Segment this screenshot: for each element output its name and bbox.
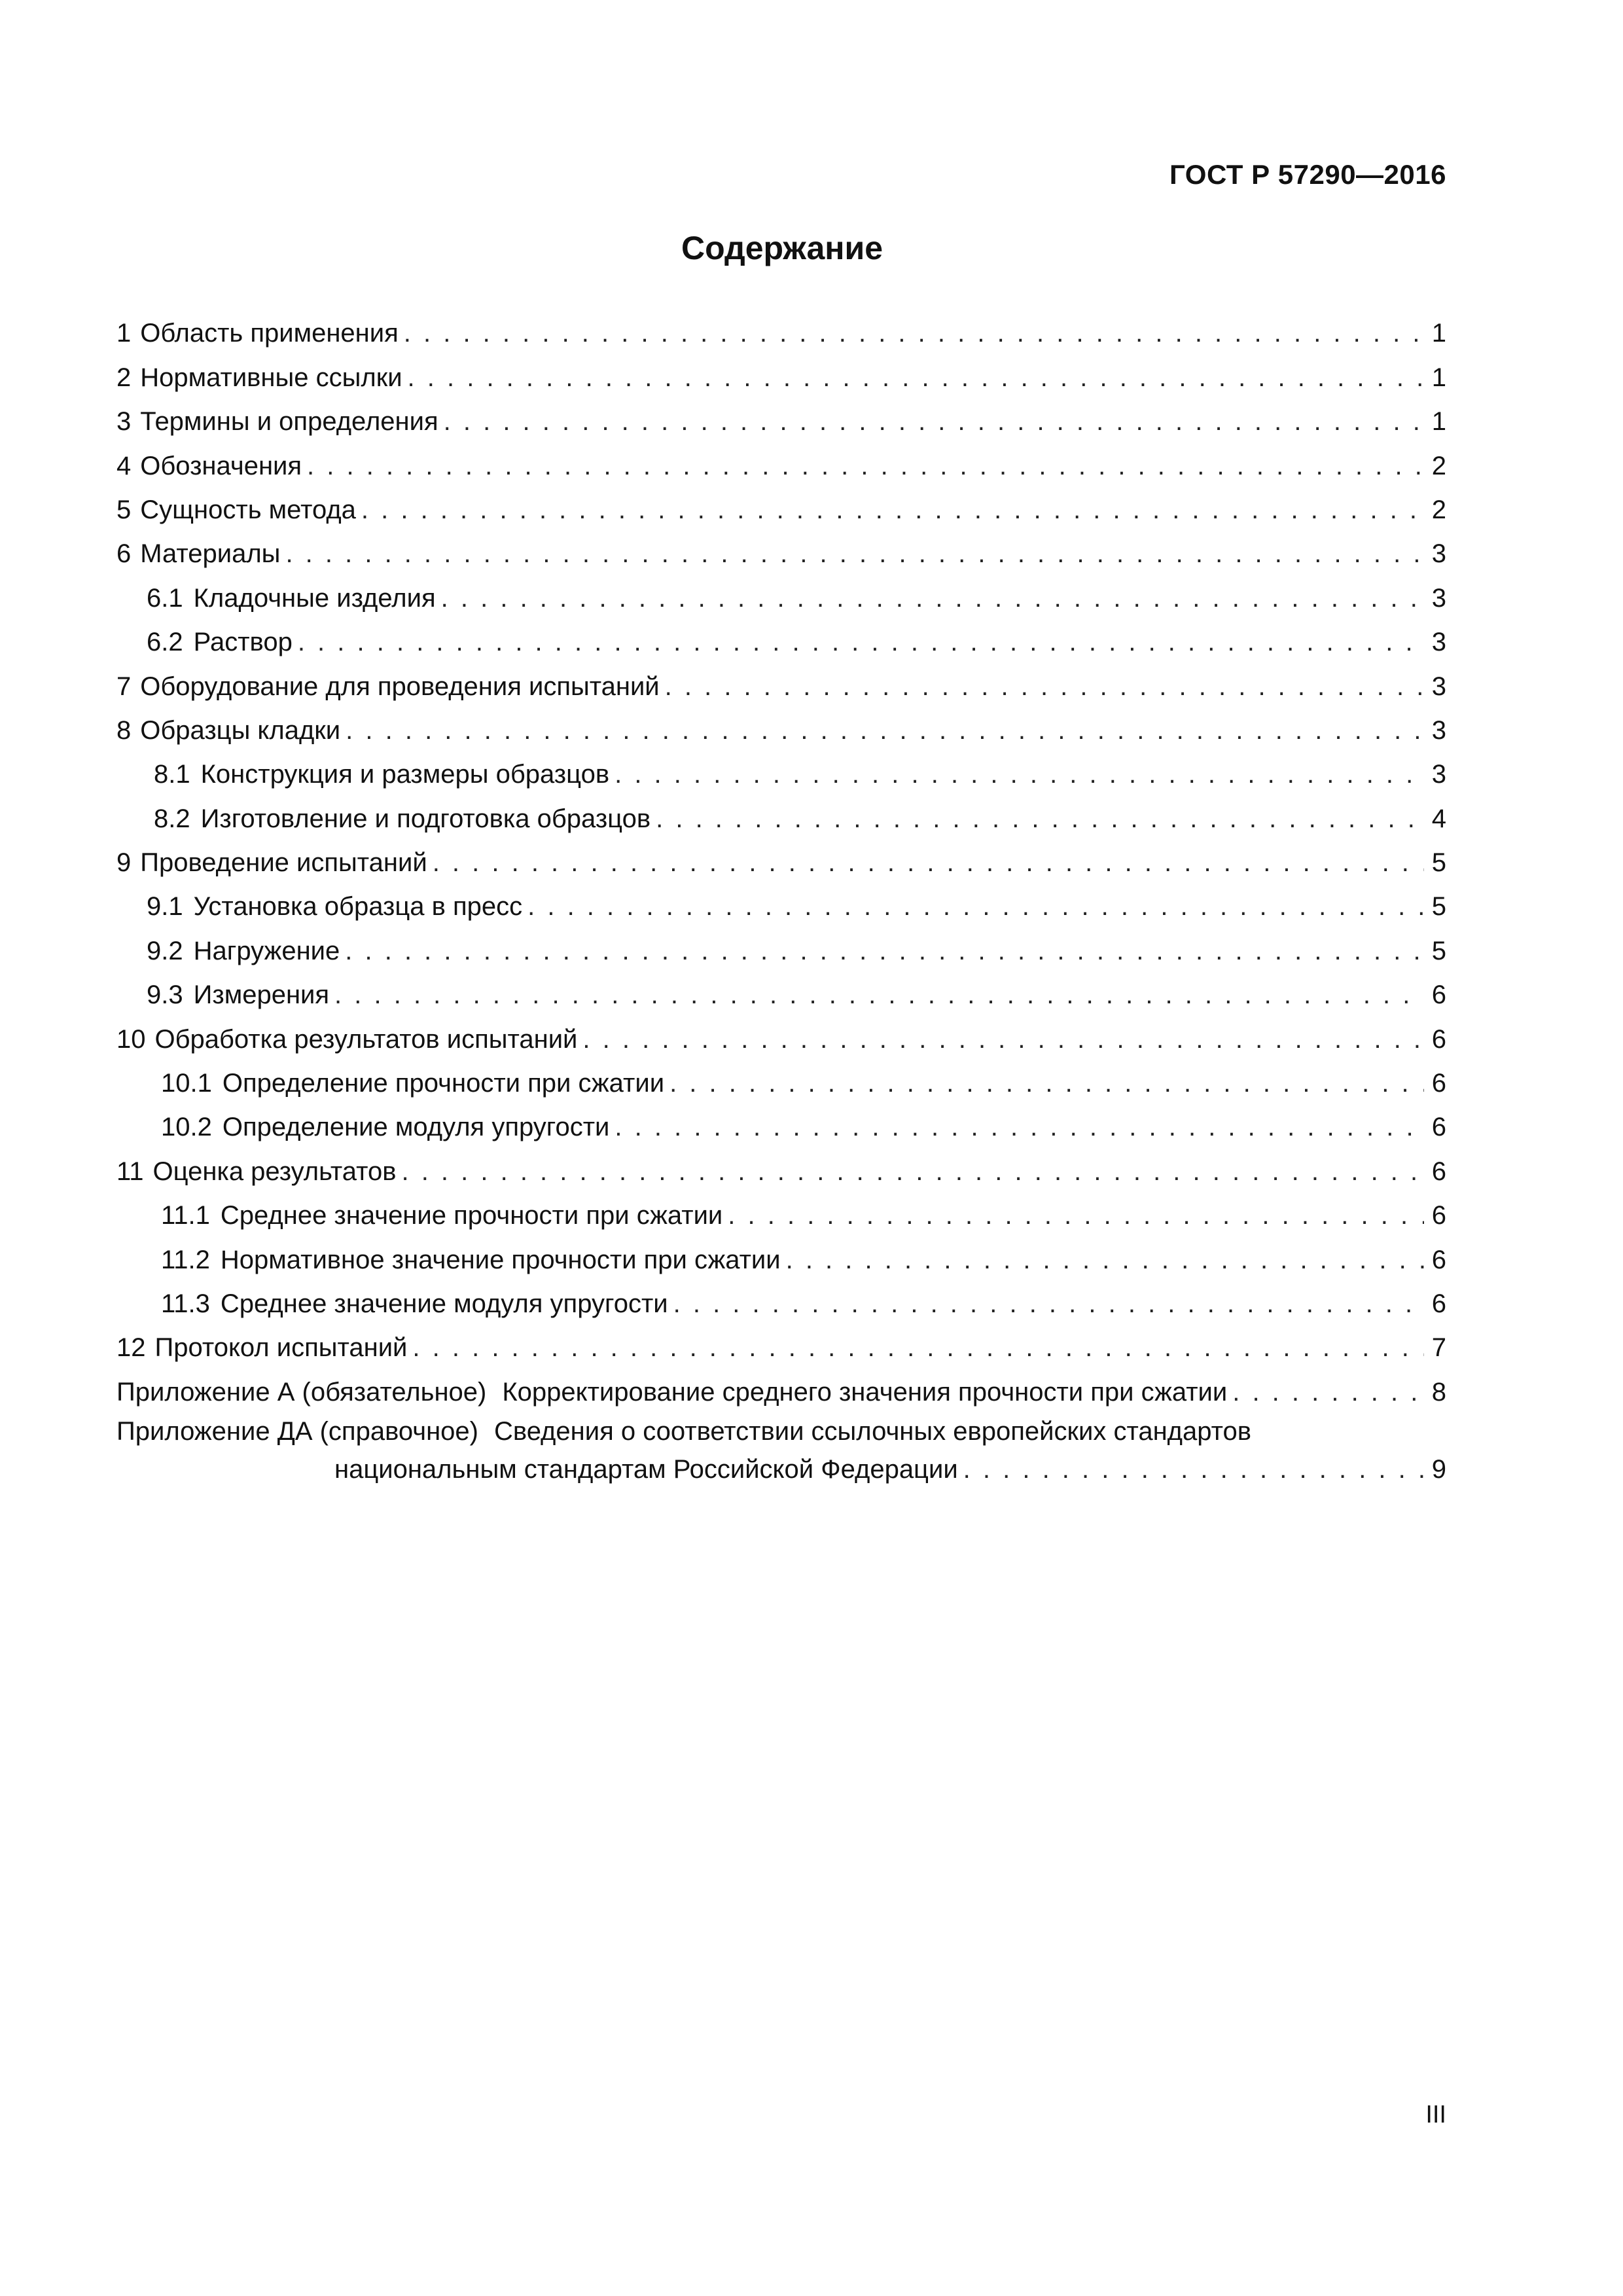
toc-entry-page: 6 [1431,1289,1446,1318]
toc-entry-page: 2 [1431,495,1446,524]
toc-entry-title: Нагружение [193,936,340,965]
toc-entry-number: 3 [116,407,132,437]
toc-entry[interactable] [116,572,1446,616]
toc-entry-number: 5 [116,495,132,524]
toc-entry-title: Изготовление и подготовка образцов [200,804,651,833]
toc-entry-number: 9.2 [147,936,183,965]
dot-leader [307,448,1424,484]
toc-entry-title: Обработка результатов испытаний [154,1024,578,1054]
toc-entry[interactable] [116,925,1446,969]
dot-leader [665,668,1424,705]
toc-entry[interactable] [116,660,1446,704]
table-of-contents [116,308,1446,1488]
toc-entry-page: 3 [1431,715,1446,745]
toc-entry[interactable] [116,440,1446,484]
toc-entry-page: 3 [1431,539,1446,569]
toc-entry-number: 12 [116,1333,146,1363]
toc-entry[interactable] [116,881,1446,925]
toc-entry[interactable] [116,1058,1446,1102]
toc-entry-number: 7 [116,672,132,701]
toc-entry-title: Кладочные изделия [193,583,436,613]
dot-leader [669,1065,1424,1102]
toc-entry-number: 1 [116,319,132,348]
toc-entry[interactable] [116,837,1446,881]
toc-entry[interactable] [116,1102,1446,1145]
toc-entry-title: Протокол испытаний [154,1333,408,1363]
toc-entry[interactable] [116,1234,1446,1278]
dot-leader [582,1021,1424,1058]
toc-entry-title: Определение прочности при сжатии [222,1069,665,1098]
toc-entry-page: 4 [1431,804,1446,833]
dot-leader [408,359,1424,396]
toc-entry-number: 11.3 [161,1289,210,1318]
dot-leader [673,1285,1424,1322]
dot-leader [345,933,1424,969]
toc-entry-page: 6 [1431,1069,1446,1098]
appendix-label: Приложение ДА (справочное) [116,1416,478,1446]
toc-entry-number: 6 [116,539,132,569]
dot-leader [412,1329,1424,1366]
toc-entry-number: 10 [116,1024,146,1054]
toc-entry[interactable] [116,969,1446,1013]
appendix-label: Приложение А (обязательное) [116,1377,487,1407]
toc-entry-page: 6 [1431,1113,1446,1142]
toc-entry-title: Раствор [193,628,293,657]
toc-entry-number: 10.2 [161,1113,212,1142]
dot-leader [298,624,1424,660]
toc-entry-page: 6 [1431,1245,1446,1274]
dot-leader [615,756,1424,793]
toc-entry-page: 3 [1431,760,1446,789]
dot-leader [285,535,1424,572]
toc-entry[interactable] [116,617,1446,660]
dot-leader [656,800,1424,837]
toc-entry-title: Термины и определения [140,407,438,437]
toc-entry[interactable] [116,1278,1446,1322]
toc-entry-page: 1 [1431,319,1446,348]
toc-entry[interactable] [116,308,1446,351]
toc-entry-title: Нормативное значение прочности при сжатии [220,1245,781,1274]
toc-entry-title: Образцы кладки [140,715,341,745]
toc-title: Содержание [681,230,883,266]
toc-entry-number: 11.2 [161,1245,210,1274]
toc-entry-page: 6 [1431,980,1446,1010]
toc-entry-number: 10.1 [161,1069,212,1098]
toc-entry-title: Среднее значение модуля упругости [220,1289,668,1318]
toc-entry-page: 5 [1431,892,1446,922]
toc-appendix-da[interactable] [116,1410,1446,1488]
dot-leader [527,888,1424,925]
toc-entry-page: 7 [1431,1333,1446,1363]
dot-leader [334,977,1424,1013]
document-code: ГОСТ Р 57290—2016 [1169,159,1446,190]
dot-leader [441,580,1424,617]
toc-entry-page: 5 [1431,848,1446,878]
dot-leader [433,844,1424,881]
toc-entry[interactable] [116,749,1446,793]
dot-leader [728,1197,1424,1234]
dot-leader [401,1153,1424,1190]
toc-entry[interactable] [116,351,1446,395]
toc-entry-page: 1 [1431,363,1446,392]
toc-entry-number: 9.3 [147,980,183,1010]
appendix-da-line2 [116,1450,1446,1488]
toc-entry-title: Конструкция и размеры образцов [200,760,610,789]
toc-entry-page: 3 [1431,583,1446,613]
toc-entry-number: 6.2 [147,628,183,657]
dot-leader [346,712,1424,749]
toc-entry[interactable] [116,1190,1446,1234]
appendix-title-line2: национальным стандартам Российской Федерации [334,1454,958,1484]
toc-entry[interactable] [116,1013,1446,1057]
toc-entry-title: Область применения [140,319,399,348]
toc-appendix-a[interactable] [116,1366,1446,1410]
toc-entry[interactable] [116,1145,1446,1189]
dot-leader [615,1109,1424,1145]
toc-entry-title: Определение модуля упругости [222,1113,610,1142]
dot-leader [404,315,1424,351]
toc-entry-number: 9.1 [147,892,183,922]
toc-entry-page: 2 [1431,451,1446,480]
toc-entry[interactable] [116,1322,1446,1366]
toc-entry-number: 11.1 [161,1201,210,1230]
toc-entry-number: 8 [116,715,132,745]
page-number: III [1425,2101,1446,2128]
dot-leader [963,1451,1424,1488]
toc-entry[interactable] [116,396,1446,440]
appendix-title-line1: Сведения о соответствии ссылочных европейских стандартов [494,1416,1251,1446]
toc-entry-title: Сущность метода [140,495,356,524]
toc-entry-title: Оборудование для проведения испытаний [140,672,660,701]
toc-entry-title: Обозначения [140,451,302,480]
appendix-page: 8 [1431,1377,1446,1407]
toc-entry-number: 2 [116,363,132,392]
appendix-da-line1 [116,1410,1446,1450]
toc-entry[interactable] [116,705,1446,749]
toc-entry-page: 1 [1431,407,1446,437]
toc-entry-number: 9 [116,848,132,878]
toc-entry[interactable] [116,793,1446,836]
toc-entry-title: Нормативные ссылки [140,363,402,392]
appendix-title: Корректирование среднего значения прочности при сжатии [502,1377,1228,1407]
toc-entry-number: 11 [116,1157,144,1186]
toc-entry-number: 4 [116,451,132,480]
toc-entry-title: Среднее значение прочности при сжатии [220,1201,723,1230]
toc-entry-number: 8.2 [154,804,190,833]
toc-entry-page: 3 [1431,672,1446,701]
toc-entry[interactable] [116,484,1446,528]
toc-entry-title: Материалы [140,539,281,569]
toc-entry-number: 6.1 [147,583,183,613]
toc-entry-page: 6 [1431,1201,1446,1230]
dot-leader [786,1242,1424,1278]
appendix-page: 9 [1431,1454,1446,1484]
toc-entry-page: 3 [1431,628,1446,657]
dot-leader [444,403,1424,440]
toc-entry-page: 5 [1431,936,1446,965]
toc-entry[interactable] [116,528,1446,572]
dot-leader [361,492,1424,528]
toc-entry-page: 6 [1431,1024,1446,1054]
toc-entry-title: Установка образца в пресс [193,892,523,922]
toc-entry-page: 6 [1431,1157,1446,1186]
dot-leader [1232,1374,1424,1410]
toc-entry-title: Измерения [193,980,330,1010]
toc-entry-number: 8.1 [154,760,190,789]
toc-entry-title: Проведение испытаний [140,848,427,878]
toc-entry-title: Оценка результатов [152,1157,397,1186]
